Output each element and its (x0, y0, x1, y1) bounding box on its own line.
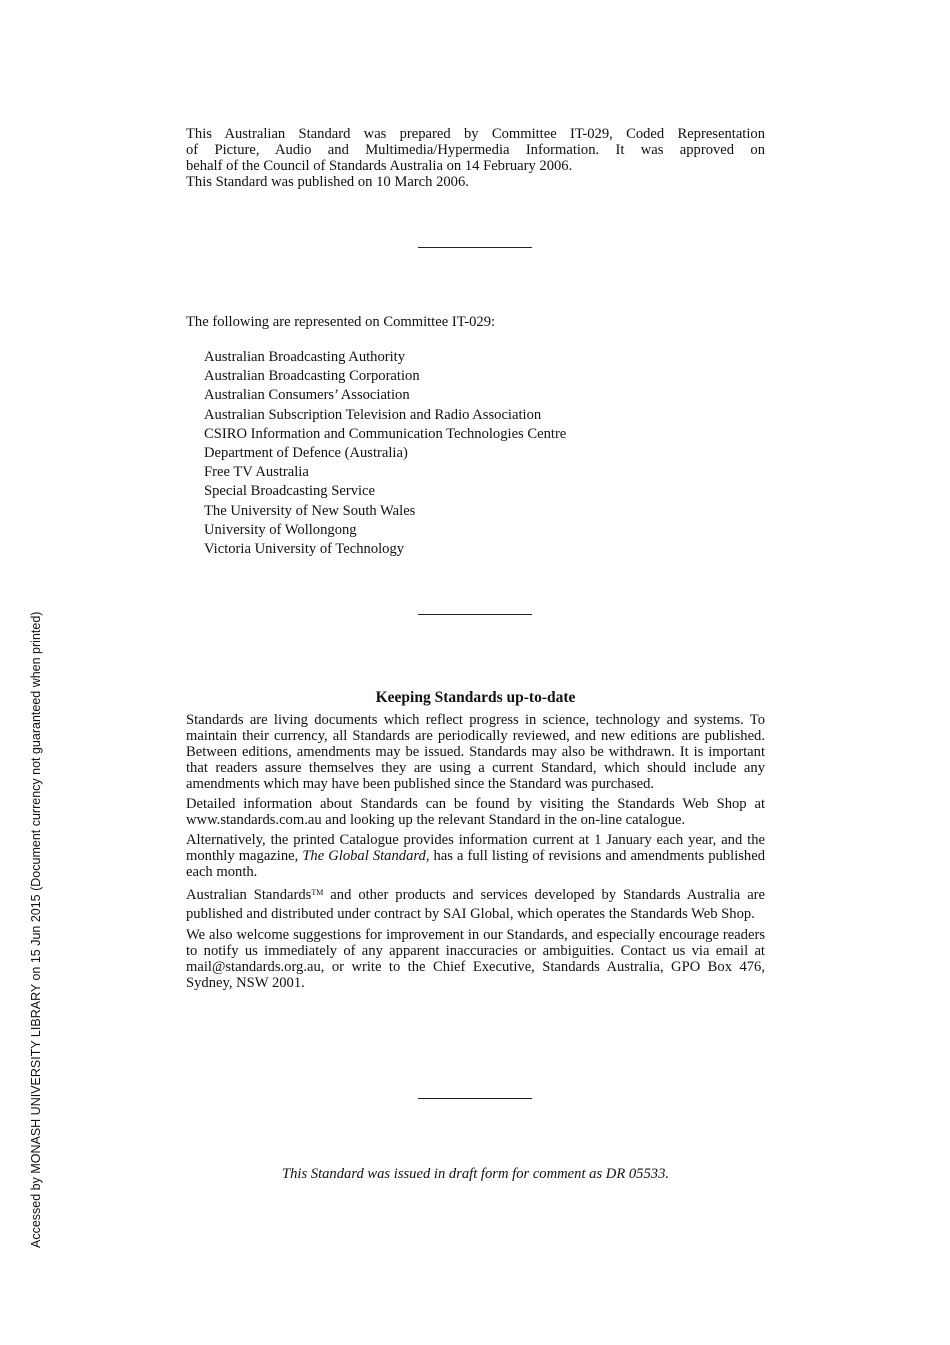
paragraph-web-shop: Detailed information about Standards can be found by visiting the Standards Web Shop at www.standards.com.au and looking up the relevant Standard in the on-line catalogue. (186, 796, 765, 828)
committee-members-list (204, 348, 566, 559)
paragraph-catalogue: Alternatively, the printed Catalogue provides information current at 1 January each year, and the monthly magazine, The Global Standard, has a full listing of revisions and amendments published each month. (186, 832, 765, 880)
list-item: Free TV Australia (204, 464, 309, 481)
list-item: The University of New South Wales (204, 502, 416, 519)
divider (418, 1098, 532, 1099)
list-item: CSIRO Information and Communication Technologies Centre (204, 425, 567, 442)
list-item: Australian Broadcasting Corporation (204, 368, 420, 385)
list-item: Australian Subscription Television and Radio Association (204, 406, 542, 423)
approval-line: This Australian Standard was prepared by Committee IT-029, Coded Representation (186, 126, 765, 142)
magazine-title: The Global Standard (302, 848, 426, 864)
committee-label: The following are represented on Committee IT-029: (186, 314, 496, 330)
paragraph-sai-global: Australian Standards™ and other products and services developed by Standards Australia are published and distributed under contract by SAI Global, which operates the Standards Web Shop. (186, 887, 766, 922)
list-item: Special Broadcasting Service (204, 483, 376, 500)
paragraph-living-documents: Standards are living documents which reflect progress in science, technology and systems. To maintain their currency, all Standards are periodically reviewed, and new editions are published. Between editions, amendments may be issued. Standards may also be withdrawn. It is important that readers assure themselves they are using a current Standard, which should include any amendments which may have been published since the Standard was purchased. (186, 712, 765, 792)
divider (418, 614, 532, 615)
publication-date: This Standard was published on 10 March 2006. (186, 174, 469, 190)
approval-statement (186, 126, 765, 190)
list-item: Victoria University of Technology (204, 541, 405, 558)
divider (418, 247, 532, 248)
access-watermark: Accessed by MONASH UNIVERSITY LIBRARY on 15 Jun 2015 (Document currency not guaranteed when printed) (29, 611, 43, 1248)
approval-line: behalf of the Council of Standards Australia on 14 February 2006. (186, 158, 573, 174)
approval-line: of Picture, Audio and Multimedia/Hypermedia Information. It was approved on (186, 142, 765, 158)
section-heading: Keeping Standards up-to-date (375, 689, 576, 706)
list-item: Australian Consumers’ Association (204, 387, 410, 404)
list-item: University of Wollongong (204, 521, 357, 538)
paragraph-contact: We also welcome suggestions for improvement in our Standards, and especially encourage readers to notify us immediately of any apparent inaccuracies or ambiguities. Contact us via email at mail@standards.org.au, or write to the Chief Executive, Standards Australia, GPO Box 476, Sydney, NSW 2001. (186, 927, 765, 991)
list-item: Australian Broadcasting Authority (204, 349, 406, 365)
list-item: Department of Defence (Australia) (204, 445, 408, 462)
trademark-symbol: TM (311, 888, 324, 897)
draft-note: This Standard was issued in draft form for comment as DR 05533. (281, 1166, 670, 1182)
keeping-standards-body (186, 712, 765, 995)
